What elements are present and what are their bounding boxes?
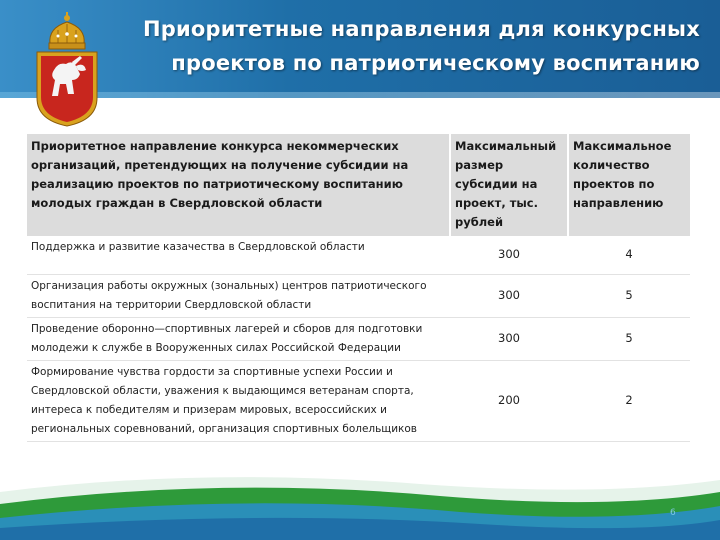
footer-wave [0,462,720,540]
page-number: 6 [670,508,676,518]
cell-direction: Проведение оборонно—спортивных лагерей и сборов для подготовки молодежи к службе в Вооруженных силах Российской Федерации [27,317,450,360]
cell-max-subsidy: 300 [450,274,568,317]
directions-table [27,134,690,442]
cell-max-projects: 5 [568,317,690,360]
coat-of-arms-icon [28,10,106,128]
table-row [27,317,690,360]
cell-direction: Формирование чувства гордости за спортивные успехи России и Свердловской области, уважения к выдающимся ветеранам спорта, интереса к победителям и призерам мировых, всероссийских и региональных соревнований, организация спортивных болельщиков [27,360,450,441]
column-header-max-projects: Максимальное количество проектов по направлению [568,134,690,236]
cell-max-subsidy: 200 [450,360,568,441]
title-line-2: проектов по патриотическому воспитанию [171,51,700,75]
crown [49,12,85,49]
table-row [27,274,690,317]
cell-direction: Организация работы окружных (зональных) центров патриотического воспитания на территории Свердловской области [27,274,450,317]
column-header-max-subsidy: Максимальный размер субсидии на проект, тыс. рублей [450,134,568,236]
table-row [27,236,690,274]
table-row [27,360,690,441]
cell-max-projects: 5 [568,274,690,317]
cell-max-subsidy: 300 [450,236,568,274]
cell-max-subsidy: 300 [450,317,568,360]
column-header-direction: Приоритетное направление конкурса некоммерческих организаций, претендующих на получение субсидии на реализацию проектов по патриотическому воспитанию молодых граждан в Свердловской области [27,134,450,236]
cell-direction: Поддержка и развитие казачества в Свердловской области [27,236,450,274]
cell-max-projects: 2 [568,360,690,441]
table-header-row [27,134,690,236]
cell-max-projects: 4 [568,236,690,274]
page-title [120,12,700,80]
title-line-1: Приоритетные направления для конкурсных [142,17,700,41]
